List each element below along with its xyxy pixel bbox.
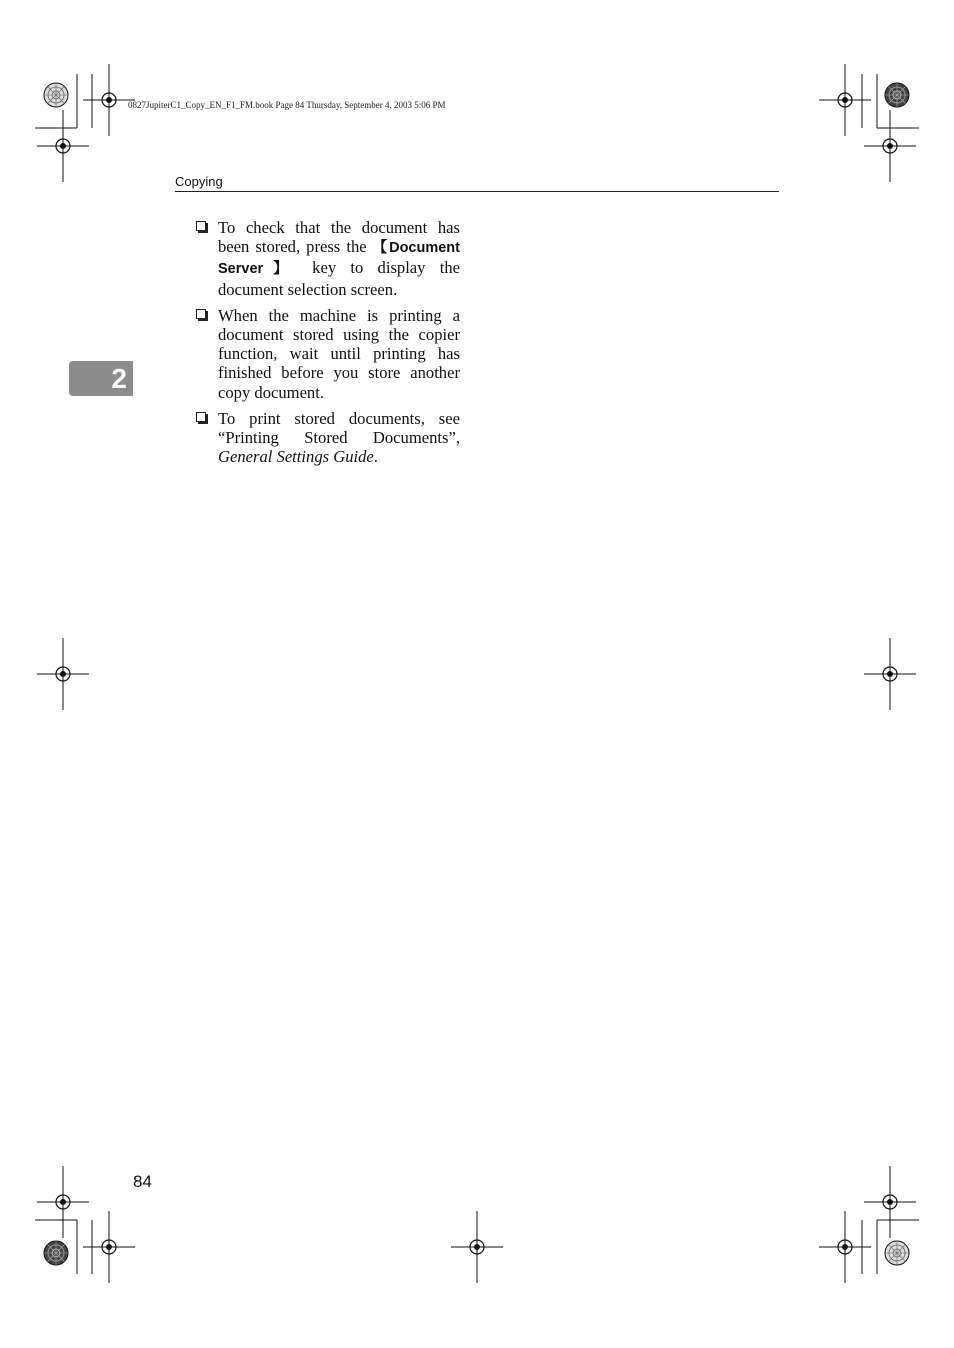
chapter-tab: 2 [69,361,133,396]
note-text: To print stored documents, see “Printing Stored Documents”, General Settings Guide. [218,408,460,467]
note-text: To check that the document has been stored, press the 【Document Server】 key to display the document selection screen. [218,218,461,299]
running-head: Copying [175,174,223,189]
print-slug: 0827JupiterC1_Copy_EN_F1_FM.book Page 84 Thursday, September 4, 2003 5:06 PM [128,100,446,110]
note-item [196,218,460,299]
note-checkbox-icon [196,412,206,422]
page-number: 84 [133,1172,152,1191]
document-server-key: 【Document Server】 [218,240,460,278]
note-checkbox-icon [196,309,206,319]
note-checkbox-icon [196,221,206,231]
notes-list [196,218,460,473]
note-item [196,306,460,402]
note-text: When the machine is printing a document stored using the copier function, wait until printing has finished before you store another copy document. [218,305,460,402]
note-item [196,409,460,467]
guide-title: General Settings Guide [218,447,374,467]
header-rule [175,191,779,192]
